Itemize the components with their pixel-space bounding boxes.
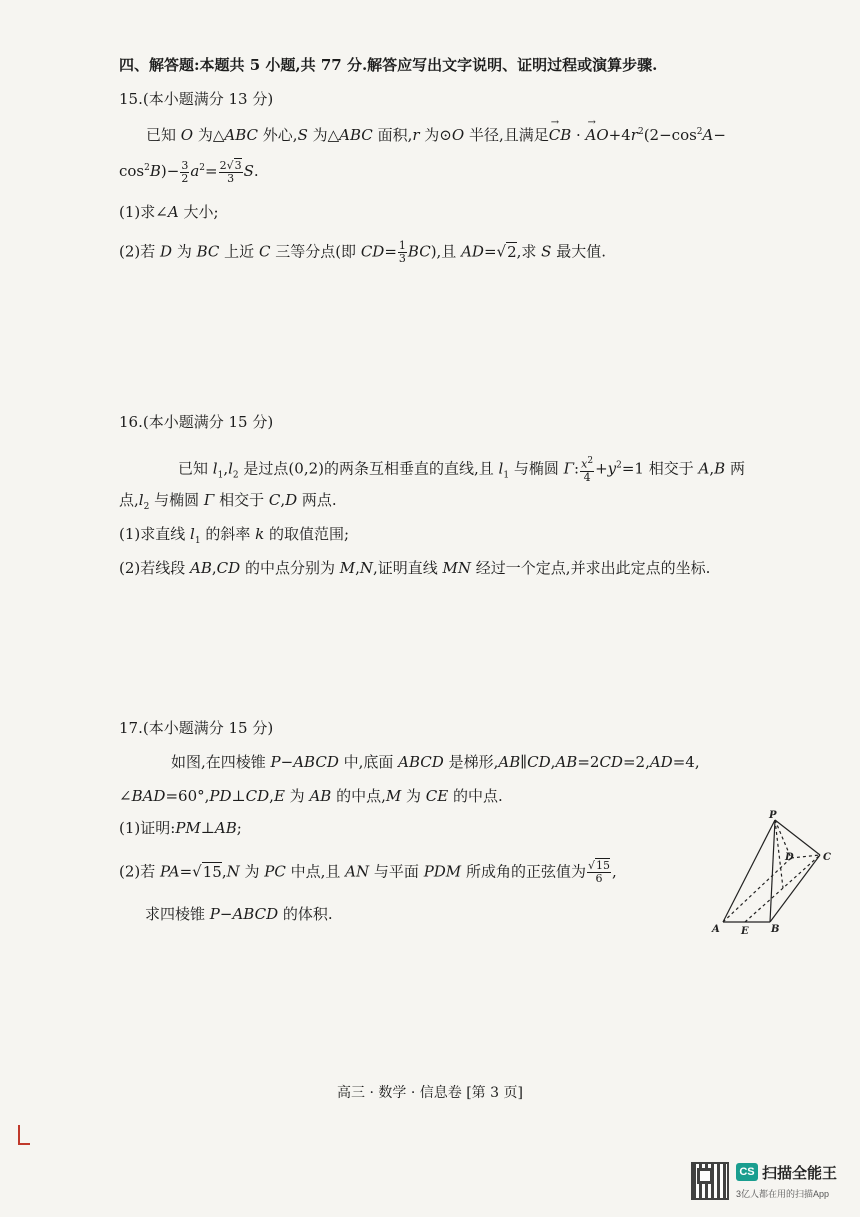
q15-line1: 已知 O 为△ABC 外心,S 为△ABC 面积,r 为⊙O 半径,且满足→ CB · → $AO+4r^2(2-\cos^2A-$ — [146, 122, 726, 145]
edge-dc — [791, 855, 820, 858]
q16-part1: (1)求直线 $l_1$ 的斜率 k 的取值范围; — [119, 525, 350, 546]
edge-pa — [723, 820, 775, 922]
q16-line2: 点$,l_2$ 与椭圆 Γ 相交于 C,D 两点. — [119, 491, 337, 512]
scanner-tagline: 3亿人都在用的扫描App — [736, 1189, 830, 1199]
segment-pm — [775, 820, 783, 888]
q15-title: 15.(本小题满分 13 分) — [119, 90, 274, 108]
pyramid-figure — [705, 810, 845, 940]
edge-pb — [770, 820, 775, 922]
q15-part1: (1)求∠A 大小; — [119, 203, 219, 221]
q17-part2: (2)若 PA=√15,N 为 PC 中点,且 AN 与平面 PDM 所成角的正弦值为 $\frac{√15}{6}$ , — [119, 859, 617, 885]
q16-part2: (2)若线段 AB,CD 的中点分别为 M,N,证明直线 MN 经过一个定点,并求出此定点的坐标. — [119, 559, 711, 577]
q17-line1: 如图,在四棱锥 P−ABCD 中,底面 ABCD 是梯形,AB∥CD,AB=2CD=2,AD=4, — [171, 753, 700, 771]
fraction-x2-4: $\frac{x^2}{4}$ — [581, 456, 594, 484]
segment-ec — [745, 855, 820, 922]
q17-part1: (1)证明:PM⊥AB; — [119, 819, 242, 837]
fraction-3-2: $\frac{3}{2}$ — [181, 158, 189, 185]
q17-title: 17.(本小题满分 15 分) — [119, 719, 274, 737]
label-b: B — [771, 924, 780, 935]
q15-line2: $\cos^2B)-$ $\frac{3}{2}$ $a^2=$ $\frac{2√3}{3}$ S. — [119, 158, 259, 185]
label-e: E — [741, 926, 749, 937]
fraction-2root3-3: $\frac{2√3}{3}$ — [219, 158, 242, 185]
label-c: C — [823, 852, 831, 863]
fraction-root15-6: $\frac{√15}{6}$ — [587, 859, 610, 885]
scanner-app-name: 扫描全能王 — [762, 1165, 838, 1182]
q17-line2: ∠BAD=60°,PD⊥CD,E 为 AB 的中点,M 为 CE 的中点. — [119, 787, 503, 805]
label-a: A — [712, 924, 720, 935]
corner-mark — [18, 1125, 30, 1145]
q16-title: 16.(本小题满分 15 分) — [119, 413, 274, 431]
page-footer: 高三 · 数学 · 信息卷 [第 3 页] — [337, 1085, 523, 1101]
fraction-1-3: $\frac{1}{3}$ — [398, 239, 406, 265]
camscanner-logo-icon: CS — [736, 1163, 758, 1181]
q15-part2: (2)若 D 为 BC 上近 C 三等分点(即 CD= $\frac{1}{3}$ BC),且 AD=√2,求 S 最大值. — [119, 239, 606, 265]
edge-bc — [770, 855, 820, 922]
vector-ao: → AO — [586, 125, 609, 145]
label-p: P — [769, 810, 777, 821]
qr-code-icon — [691, 1162, 729, 1200]
vector-cb: → CB — [549, 125, 572, 145]
q16-line1: 已知 $l_1,l_2$ 是过点(0,2)的两条互相垂直的直线,且 $l_1$ 与椭圆 Γ: $\frac{x^2}{4}$ $+y^2=1$ 相交于 A,B 两 — [178, 456, 745, 484]
label-d: D — [785, 852, 794, 863]
q17-part2-cont: 求四棱锥 P−ABCD 的体积. — [145, 905, 333, 923]
section-header: 四、解答题:本题共 5 小题,共 77 分.解答应写出文字说明、证明过程或演算步骤. — [119, 56, 658, 74]
